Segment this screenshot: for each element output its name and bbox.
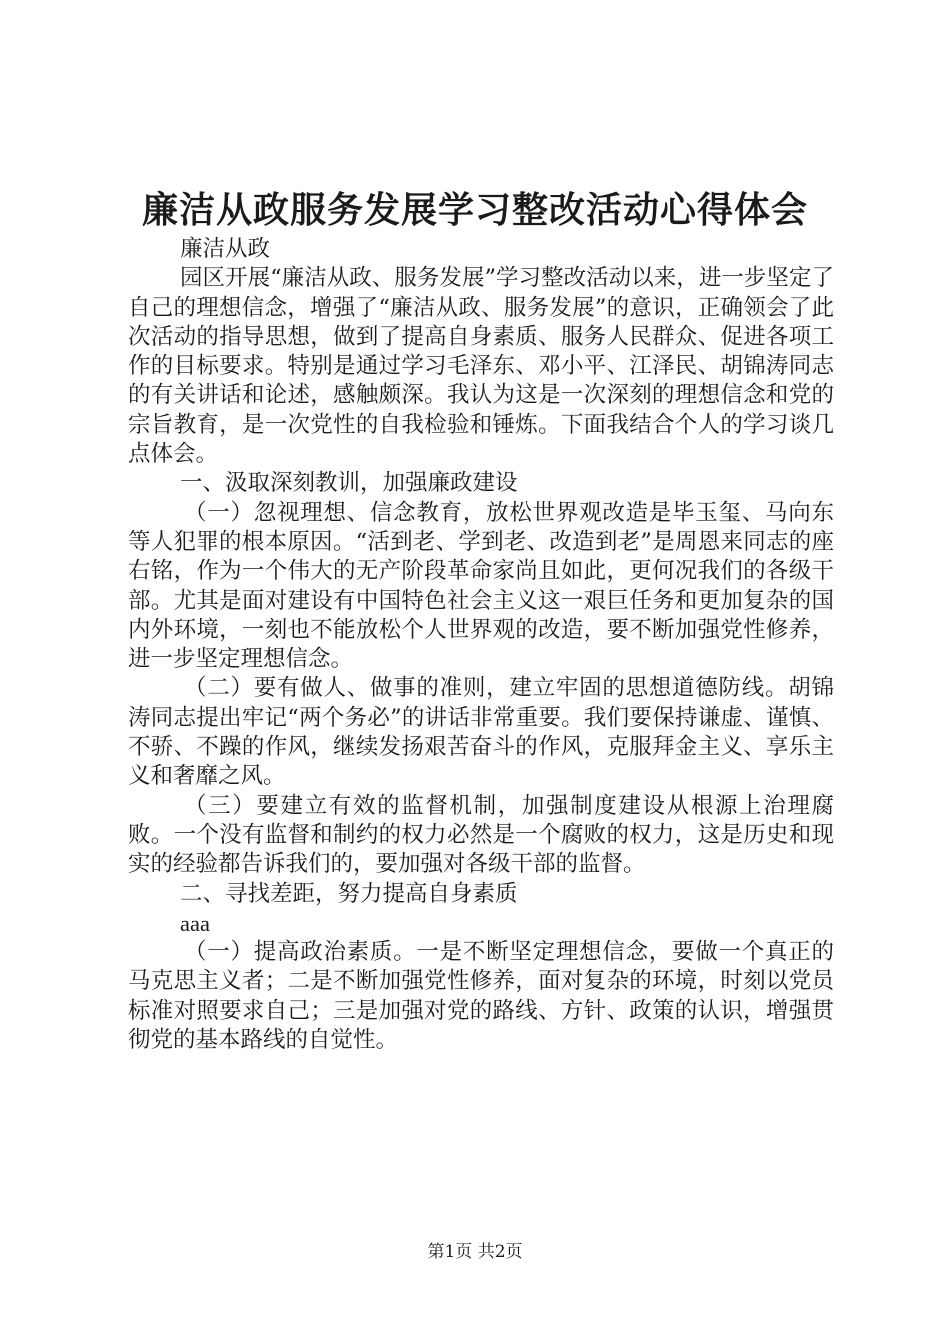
document-body <box>128 235 834 1055</box>
section-heading-2: 二、寻找差距，努力提高自身素质 <box>180 880 518 907</box>
section-1-item-1: （一）忽视理想、信念教育，放松世界观改造是毕玉玺、马向东等人犯罪的根本原因。“活到老、学到老、改造到老”是周恩来同志的座右铭，作为一个伟大的无产阶段革命家尚且如此，更何况我们的各级干部。尤其是面对建设有中国特色社会主义这一艰巨任务和更加复杂的国内外环境，一刻也不能放松个人世界观的改造，要不断加强党性修养，进一步坚定理想信念。 <box>128 499 834 673</box>
page-number-footer: 第1页 共2页 <box>427 1242 523 1262</box>
intro-paragraph: 园区开展“廉洁从政、服务发展”学习整改活动以来，进一步坚定了自己的理想信念，增强了“廉洁从政、服务发展”的意识，正确领会了此次活动的指导思想，做到了提高自身素质、服务人民群众、促进各项工作的目标要求。特别是通过学习毛泽东、邓小平、江泽民、胡锦涛同志的有关讲话和论述，感触颇深。我认为这是一次深刻的理想信念和党的宗旨教育，是一次党性的自我检验和锤炼。下面我结合个人的学习谈几点体会。 <box>128 265 834 468</box>
section-1-item-3: （三）要建立有效的监督机制，加强制度建设从根源上治理腐败。一个没有监督和制约的权力必然是一个腐败的权力，这是历史和现实的经验都告诉我们的，要加强对各级干部的监督。 <box>128 792 834 878</box>
placeholder-text: aaa <box>180 910 210 936</box>
document-title: 廉洁从政服务发展学习整改活动心得体会 <box>141 189 808 231</box>
section-2-item-1: （一）提高政治素质。一是不断坚定理想信念，要做一个真正的马克思主义者；二是不断加强党性修养，面对复杂的环境，时刻以党员标准对照要求自己；三是加强对党的路线、方针、政策的认识，增强贯彻党的基本路线的自觉性。 <box>128 939 834 1054</box>
section-subtitle: 廉洁从政 <box>180 236 271 262</box>
section-1-item-2: （二）要有做人、做事的准则，建立牢固的思想道德防线。胡锦涛同志提出牢记“两个务必”的讲话非常重要。我们要保持谦虚、谨慎、不骄、不躁的作风，继续发扬艰苦奋斗的作风，克服拜金主义、享乐主义和奢靡之风。 <box>128 675 834 790</box>
section-heading-1: 一、汲取深刻教训，加强廉政建设 <box>180 470 518 497</box>
